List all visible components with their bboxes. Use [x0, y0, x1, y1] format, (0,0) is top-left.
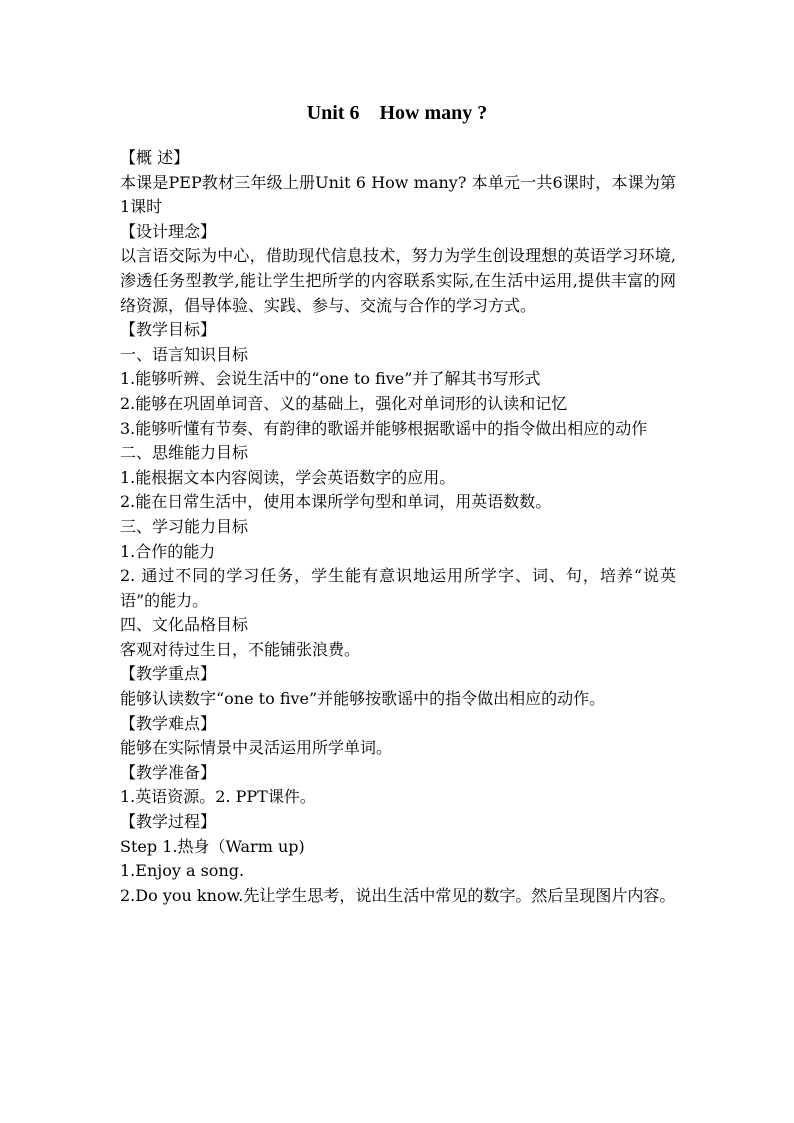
goal3-heading: 三、学习能力目标: [120, 516, 249, 536]
goal3-item2: 2. 通过不同的学习任务，学生能有意识地运用所学字、词、句，培养“说英语”的能力。: [120, 566, 676, 610]
prep-text: 1.英语资源。2. PPT课件。: [120, 787, 316, 807]
goal2-heading: 二、思维能力目标: [120, 443, 249, 463]
goal1-item2: 2.能够在巩固单词音、义的基础上，强化对单词形的认读和记忆: [120, 393, 568, 413]
overview-heading: 【概 述】: [120, 148, 190, 167]
goal1-heading: 一、语言知识目标: [120, 344, 249, 364]
document-body: [120, 146, 676, 908]
goal2-item1: 1.能根据文本内容阅读，学会英语数字的应用。: [120, 467, 456, 487]
process-heading: 【教学过程】: [120, 812, 217, 832]
step1-item2: 2.Do you know.先让学生思考，说出生活中常见的数字。然后呈现图片内容。: [120, 885, 676, 905]
prep-heading: 【教学准备】: [120, 762, 217, 782]
goal4-item1: 客观对待过生日，不能铺张浪费。: [120, 639, 361, 659]
difficulty-heading: 【教学难点】: [120, 713, 217, 733]
goal1-item3: 3.能够听懂有节奏、有韵律的歌谣并能够根据歌谣中的指令做出相应的动作: [120, 418, 648, 438]
goal2-item2: 2.能在日常生活中，使用本课所学句型和单词，用英语数数。: [120, 492, 552, 512]
key-text: 能够认读数字“one to five”并能够按歌谣中的指令做出相应的动作。: [120, 689, 606, 709]
document-title: Unit 6 How many ?: [306, 102, 488, 124]
concept-text: 以言语交际为中心，借助现代信息技术，努力为学生创设理想的英语学习环境,渗透任务型教学,能让学生把所学的内容联系实际,在生活中运用,提供丰富的网络资源，倡导体验、实践、参与、交流与合作的学习方式。: [120, 246, 676, 315]
key-heading: 【教学重点】: [120, 664, 217, 684]
goal3-item1: 1.合作的能力: [120, 541, 216, 561]
difficulty-text: 能够在实际情景中灵活运用所学单词。: [120, 738, 393, 758]
step1-item1: 1.Enjoy a song.: [120, 861, 245, 881]
concept-heading: 【设计理念】: [120, 221, 217, 241]
overview-text: 本课是PEP教材三年级上册Unit 6 How many? 本单元一共6课时，本课为第1课时: [120, 172, 676, 217]
goal4-heading: 四、文化品格目标: [120, 615, 249, 635]
goal1-item1: 1.能够听辨、会说生活中的“one to five”并了解其书写形式: [120, 369, 541, 389]
step1-heading: Step 1.热身（Warm up): [120, 836, 305, 856]
goals-heading: 【教学目标】: [120, 320, 217, 340]
